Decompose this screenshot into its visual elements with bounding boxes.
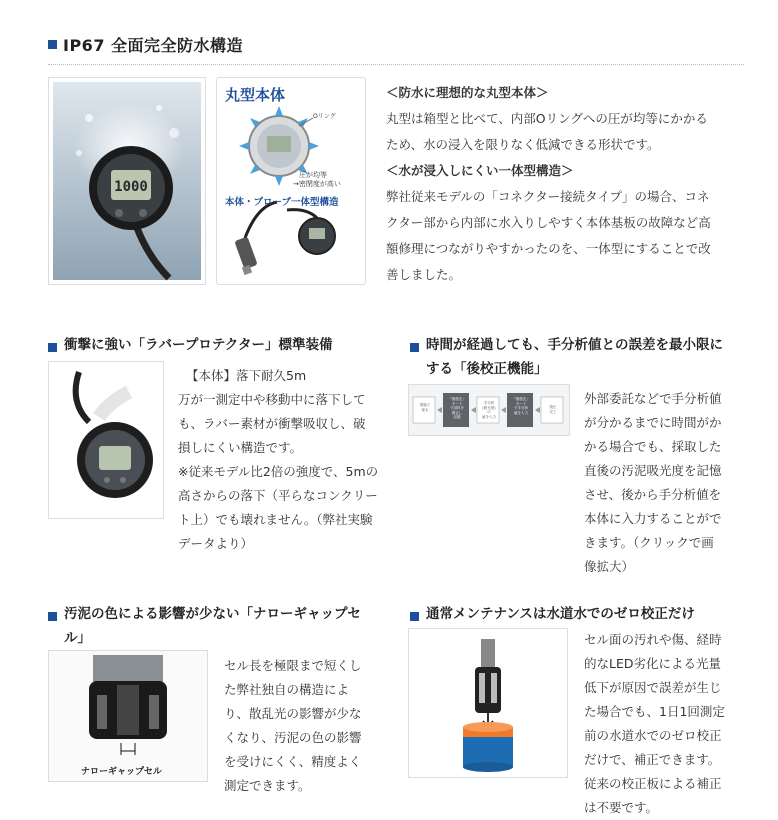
flow-step: 校正 完了: [549, 405, 557, 414]
waterproof-photo: [48, 77, 206, 285]
display-reading: 1000: [114, 179, 148, 195]
diagram-caption: 本体・プローブ一体型構造: [225, 197, 339, 208]
round-body-diagram: [216, 77, 366, 285]
post-calibration-text: [584, 387, 744, 579]
text-line: り、散乱光の影響が少な: [224, 706, 362, 721]
diagram-title: 丸型本体: [225, 86, 286, 104]
text-line: ため、水の浸入を限りなく低減できる形状です。: [386, 137, 660, 152]
text-line: きます。（クリックで画: [584, 535, 714, 550]
pressure-label-1: 圧が均等: [299, 171, 327, 179]
title-line: する「後校正機能」: [426, 361, 548, 377]
text-line: データより）: [178, 536, 254, 551]
section-title-post-calibration: [426, 333, 746, 381]
heading-bullet: [48, 612, 57, 621]
zero-calibration-illustration: [408, 628, 568, 778]
text-line: 前の水道水でのゼロ校正: [584, 728, 722, 743]
section-title-zero-calibration: 通常メンテナンスは水道水でのゼロ校正だけ: [426, 606, 695, 622]
text-line: 万が一測定中や移動中に落下して: [178, 392, 366, 407]
heading-bullet: [48, 40, 57, 49]
rubber-text: [178, 364, 388, 556]
rubber-protector-photo: [48, 361, 164, 519]
text-line: も、ラバー素材が衝撃吸収し、破: [178, 416, 366, 431]
text-line: 弊社従来モデルの「コネクター接続タイプ」の場合、コネ: [386, 189, 710, 204]
section-title-rubber: 衝撃に強い「ラバープロテクター」標準装備: [64, 337, 333, 353]
text-line: 額修理につながりやすかったのを、一体型にすることで改: [386, 241, 711, 256]
post-calibration-flow-image[interactable]: [408, 384, 570, 436]
section-title-narrow-gap: [64, 602, 390, 650]
text-line: 損しにくい構造です。: [178, 440, 303, 455]
text-line: は不要です。: [584, 800, 659, 815]
text-line: クター部から内部に水入りしやすく本体基板の故障など高: [386, 215, 711, 230]
heading-bullet: [410, 343, 419, 352]
text-line: 直後の汚泥吸光度を記憶: [584, 463, 722, 478]
sub-heading-round-body: ＜防水に理想的な丸型本体＞: [386, 85, 549, 100]
text-line: た弊社独自の構造によ: [224, 682, 350, 697]
title-line: 時間が経過しても、手分析値との誤差を最小限に: [426, 337, 723, 353]
text-line: させ、後から手分析値を: [584, 487, 722, 502]
section-title-waterproof: IP67 全面完全防水構造: [63, 36, 244, 55]
text-line: 像拡大）: [584, 559, 635, 574]
text-line: 外部委託などで手分析値: [584, 391, 722, 406]
text-line: 【本体】落下耐久5m: [186, 368, 307, 383]
pressure-label-2: →密閉度が高い: [293, 180, 341, 188]
text-line: セル面の汚れや傷、経時: [584, 632, 722, 647]
flow-step: 「後校正」 モード で試料を 測定し 記録: [448, 397, 466, 419]
text-line: セル長を極限まで短くし: [224, 658, 362, 673]
heading-bullet: [410, 612, 419, 621]
text-line: 従来の校正板による補正: [584, 776, 722, 791]
text-line: くなり、汚泥の色の影響: [224, 730, 362, 745]
cell-label: ナローギャップセル: [81, 767, 162, 777]
text-line: 高さからの落下（平らなコンクリー: [178, 488, 378, 503]
text-line: を受けにくく、精度よく: [224, 754, 362, 769]
text-line: 本体に入力することがで: [584, 511, 722, 526]
flow-step: 現場で 採水: [419, 403, 431, 412]
text-line: だけで、補正できます。: [584, 752, 721, 767]
flow-step: 「後校正」 モード で手分析 値を入力: [512, 397, 530, 415]
sub-heading-integrated: ＜水が浸入しにくい一体型構造＞: [386, 163, 574, 178]
narrow-gap-text: [224, 654, 392, 798]
title-line: 汚泥の色による影響が少ない「ナローギャップセ: [64, 606, 361, 622]
oring-label: Oリング: [313, 113, 336, 120]
text-line: 善しました。: [386, 267, 462, 282]
text-line: ト上）でも壊れません。（弊社実験: [178, 512, 373, 527]
text-line: ※従来モデル比2倍の強度で、5mの: [178, 464, 379, 479]
text-line: が分かるまでに時間がか: [584, 415, 722, 430]
narrow-gap-cell-photo: [48, 650, 208, 782]
divider: [48, 64, 744, 65]
text-line: 測定できます。: [224, 778, 311, 793]
title-line: ル」: [64, 630, 91, 646]
text-line: 低下が原因で誤差が生じ: [584, 680, 722, 695]
flow-step: 手分析 (吸光度) の 値を入力: [482, 401, 496, 419]
text-line: た場合でも、1日1回測定: [584, 704, 725, 719]
heading-bullet: [48, 343, 57, 352]
text-line: 的なLED劣化による光量: [584, 656, 721, 671]
waterproof-text: [386, 80, 746, 288]
zero-calibration-text: [584, 628, 744, 820]
text-line: 丸型は箱型と比べて、内部Oリングへの圧が均等にかかる: [386, 111, 708, 126]
text-line: かる場合でも、採取した: [584, 439, 722, 454]
